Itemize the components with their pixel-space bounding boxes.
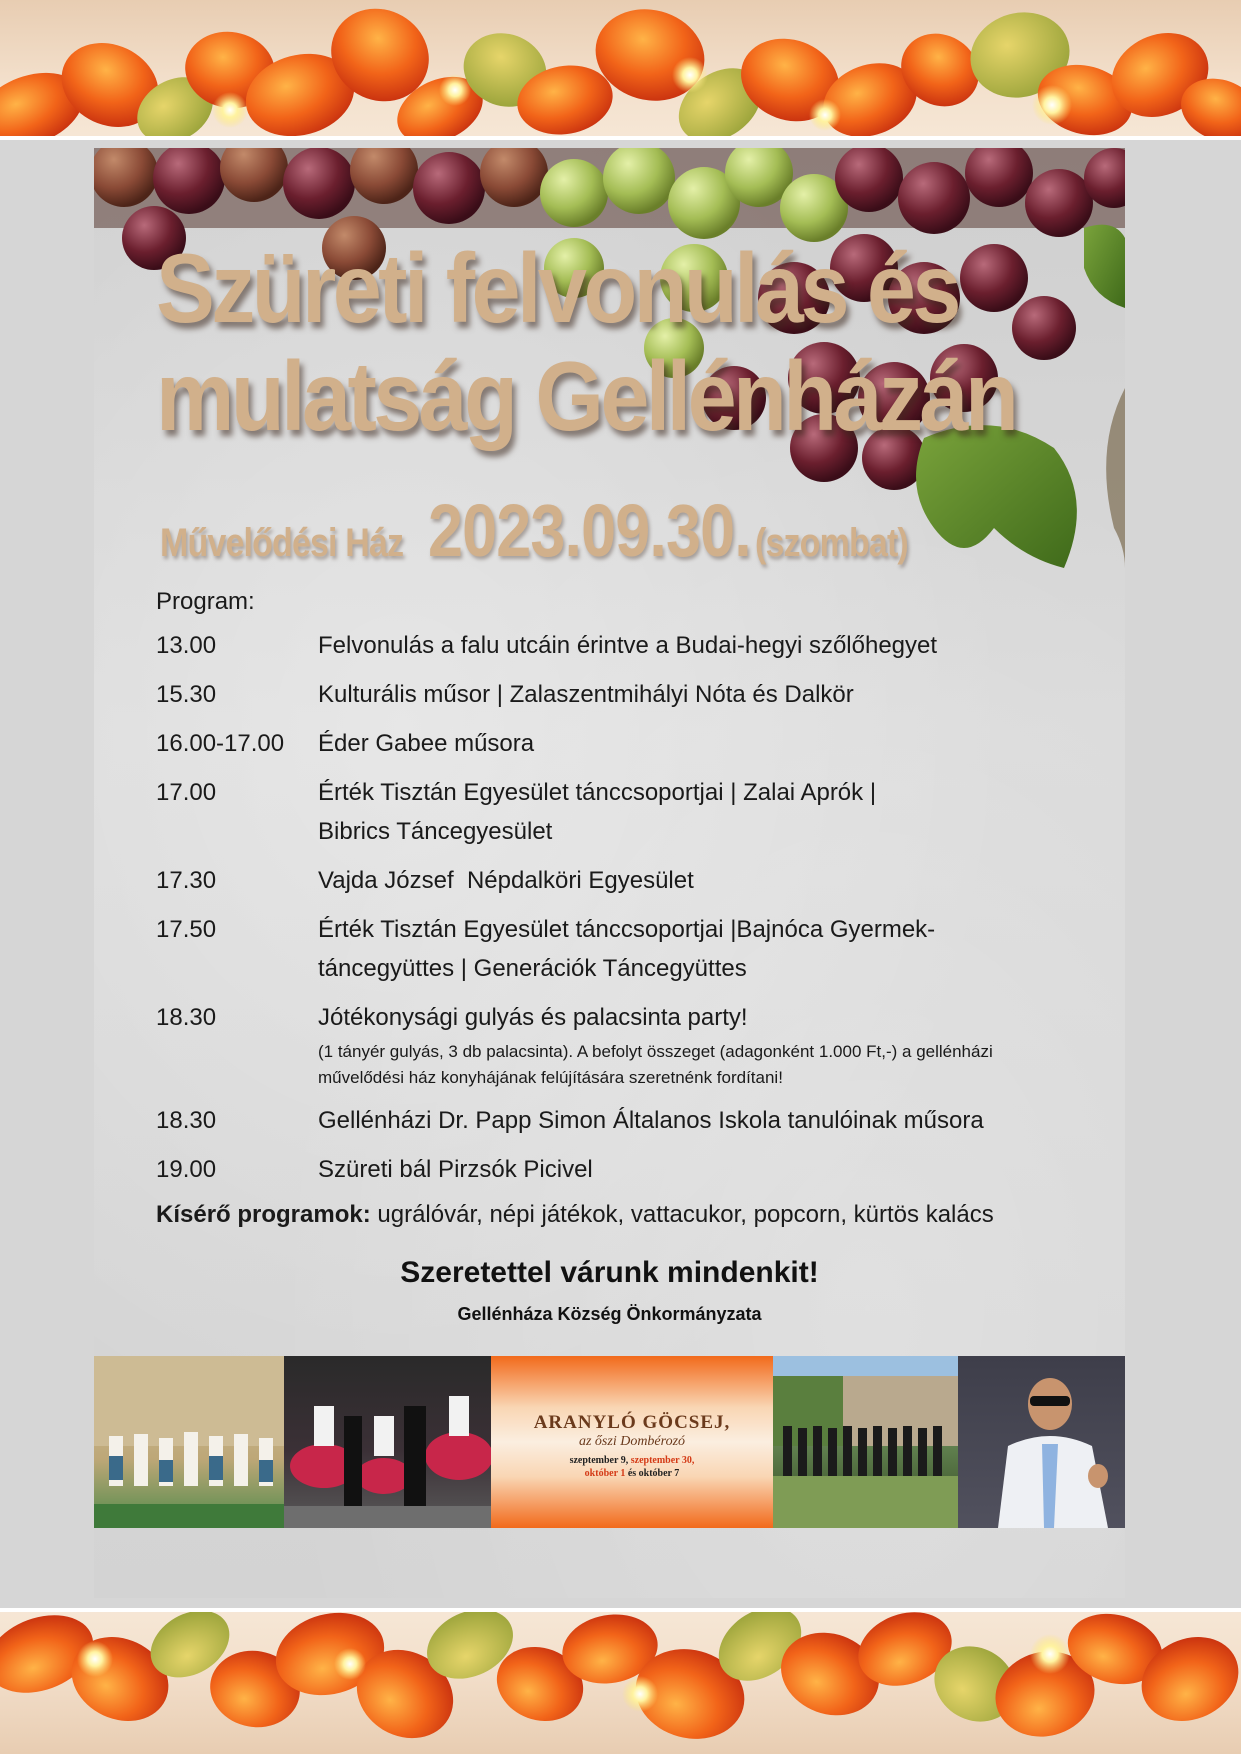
program-desc-text: Szüreti bál Pirzsók Picivel <box>318 1156 593 1183</box>
program-time: 17.00 <box>156 779 217 806</box>
program-desc <box>318 1101 1076 1140</box>
event-day: (szombat) <box>754 521 908 565</box>
program-time: 19.00 <box>156 1156 217 1183</box>
program-desc-text: Felvonulás a falu utcáin érintve a Budai-hegyi szőlőhegyet <box>318 632 938 659</box>
side-programs <box>156 1201 1076 1229</box>
program-desc <box>318 724 1076 763</box>
event-date: 2023.09.30. <box>427 489 751 572</box>
singer-icon <box>958 1356 1125 1528</box>
program-desc <box>318 910 1076 988</box>
aranylo-title: ARANYLÓ GÖCSEJ, <box>533 1412 731 1433</box>
event-dateline <box>160 488 1080 573</box>
aranylo-gocsej-banner <box>499 1404 765 1484</box>
singer-photo <box>958 1356 1125 1528</box>
choir-photo <box>773 1356 958 1528</box>
program-heading: Program: <box>156 588 255 615</box>
aranylo-date-b: szeptember 30, <box>628 1455 695 1466</box>
program-desc <box>318 1150 1076 1189</box>
program-row <box>156 998 1076 1091</box>
program-desc-text: Gellénházi Dr. Papp Simon Általanos Iskola tanulóinak műsora <box>318 1107 984 1134</box>
side-programs-label: Kísérő programok: <box>156 1201 371 1228</box>
program-desc-text: Vajda József Népdalköri Egyesület <box>318 867 694 894</box>
program-row <box>156 1150 1076 1189</box>
program-time: 16.00-17.00 <box>156 730 285 757</box>
program-note: (1 tányér gulyás, 3 db palacsinta). A befolyt összeget (adagonként 1.000 Ft,-) a gellénházi művelődési ház konyhájának felújítására szeretnénk fordítani! <box>318 1042 993 1087</box>
closing-headline: Szeretettel várunk mindenkit! <box>400 1256 819 1289</box>
program-time: 15.30 <box>156 681 217 708</box>
title-line-2: mulatság Gellénházán <box>156 341 1016 451</box>
organizer-name: Gellénháza Község Önkormányzata <box>457 1304 762 1324</box>
program-desc <box>318 998 1076 1091</box>
program-desc-text: Érték Tisztán Egyesület tánccsoportjai | Zalai Aprók | <box>318 779 877 806</box>
side-programs-text: ugrálóvár, népi játékok, vattacukor, popcorn, kürtös kalács <box>370 1201 994 1228</box>
program-row <box>156 1101 1076 1140</box>
program-row <box>156 724 1076 763</box>
aranylo-date-c: október 1 <box>584 1468 626 1479</box>
program-desc <box>318 861 1076 900</box>
program-row <box>156 910 1076 988</box>
dancers-icon <box>284 1356 491 1528</box>
program-desc-text-2: Bibrics Táncegyesület <box>318 818 553 845</box>
aranylo-date-d: és október 7 <box>625 1468 680 1479</box>
choir-icon <box>773 1356 958 1528</box>
program-desc-text: Éder Gabee műsora <box>318 730 535 757</box>
leaf-border-bottom <box>0 1608 1241 1754</box>
aranylo-dates <box>499 1454 765 1480</box>
aranylo-subtitle: az őszi Dombérozó <box>578 1434 686 1449</box>
autumn-leaves-icon <box>0 1608 1241 1754</box>
autumn-leaves-icon <box>0 0 1241 140</box>
program-time: 18.30 <box>156 1004 217 1031</box>
program-time: 17.50 <box>156 916 217 943</box>
poster-panel <box>94 148 1125 1598</box>
program-desc-text: Érték Tisztán Egyesület tánccsoportjai |Bajnóca Gyermek- <box>318 916 936 943</box>
aranylo-gocsej-poster <box>491 1356 773 1528</box>
program-time: 17.30 <box>156 867 217 894</box>
program-row <box>156 773 1076 851</box>
couple-dance-photo <box>284 1356 491 1528</box>
program-row <box>156 626 1076 665</box>
program-desc-text: Kulturális műsor | Zalaszentmihályi Nóta és Dalkör <box>318 681 854 708</box>
folk-dance-photo <box>94 1356 284 1528</box>
program-desc <box>318 675 1076 714</box>
venue-label: Művelődési Ház <box>160 521 404 565</box>
program-desc <box>318 773 1076 851</box>
program-desc-text-2: táncegyüttes | Generációk Táncegyüttes <box>318 955 747 982</box>
program-time: 18.30 <box>156 1107 217 1134</box>
leaf-border-top <box>0 0 1241 140</box>
title-line-1: Szüreti felvonulás és <box>156 233 958 343</box>
program-time: 13.00 <box>156 632 217 659</box>
program-row <box>156 861 1076 900</box>
program-desc-text: Jótékonysági gulyás és palacsinta party! <box>318 1004 748 1031</box>
poster-title <box>156 233 1016 451</box>
program-row <box>156 675 1076 714</box>
dancers-icon <box>94 1356 284 1528</box>
program-desc <box>318 626 1076 665</box>
program-list <box>156 588 1076 1229</box>
photo-strip <box>94 1356 1125 1528</box>
aranylo-date-a: szeptember 9, <box>569 1455 629 1466</box>
